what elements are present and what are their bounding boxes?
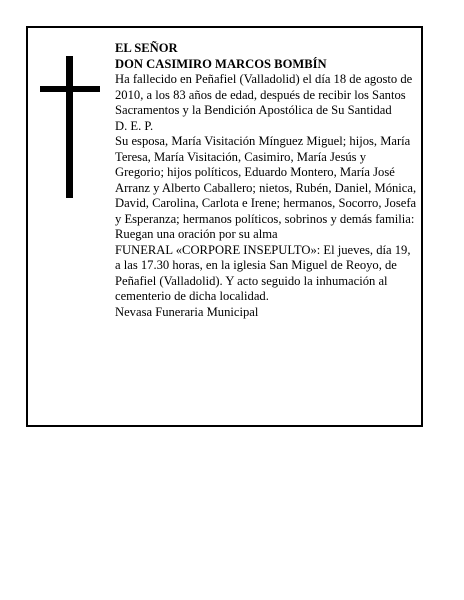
notice-text-block <box>115 41 418 320</box>
cross-icon <box>40 56 100 198</box>
deceased-name: DON CASIMIRO MARCOS BOMBÍN <box>115 56 327 71</box>
death-announcement: Ha fallecido en Peñafiel (Valladolid) el día 18 de agosto de 2010, a los 83 años de edad, después de recibir los Santos Sacramentos y la Bendición Apostólica de Su Santidad <box>115 72 413 117</box>
funeral-details: FUNERAL «CORPORE INSEPULTO»: El jueves, día 19, a las 17.30 horas, en la iglesia San Miguel de Reoyo, de Peñafiel (Valladolid). Y acto seguido la inhumación al cementerio de dicha localidad. <box>115 242 411 303</box>
obituary-notice <box>26 26 423 427</box>
funeral-home: Nevasa Funeraria Municipal <box>115 304 259 319</box>
family-list: Su esposa, María Visitación Mínguez Miguel; hijos, María Teresa, María Visitación, Casimiro, María Jesús y Gregorio; hijos políticos, Eduardo Montero, María José Arranz y Alberto Caballero; nietos, Rubén, Daniel, Mónica, David, Carolina, Carlota e Irene; hermanos, Socorro, Josefa y Esperanza; hermanos políticos, sobrinos y demás familia: <box>115 134 417 226</box>
rest-in-peace: D. E. P. <box>115 118 154 133</box>
prayer-request: Ruegan una oración por su alma <box>115 227 278 241</box>
cross-vertical-bar <box>66 56 73 198</box>
cross-horizontal-bar <box>40 86 100 92</box>
notice-title: EL SEÑOR <box>115 41 178 55</box>
